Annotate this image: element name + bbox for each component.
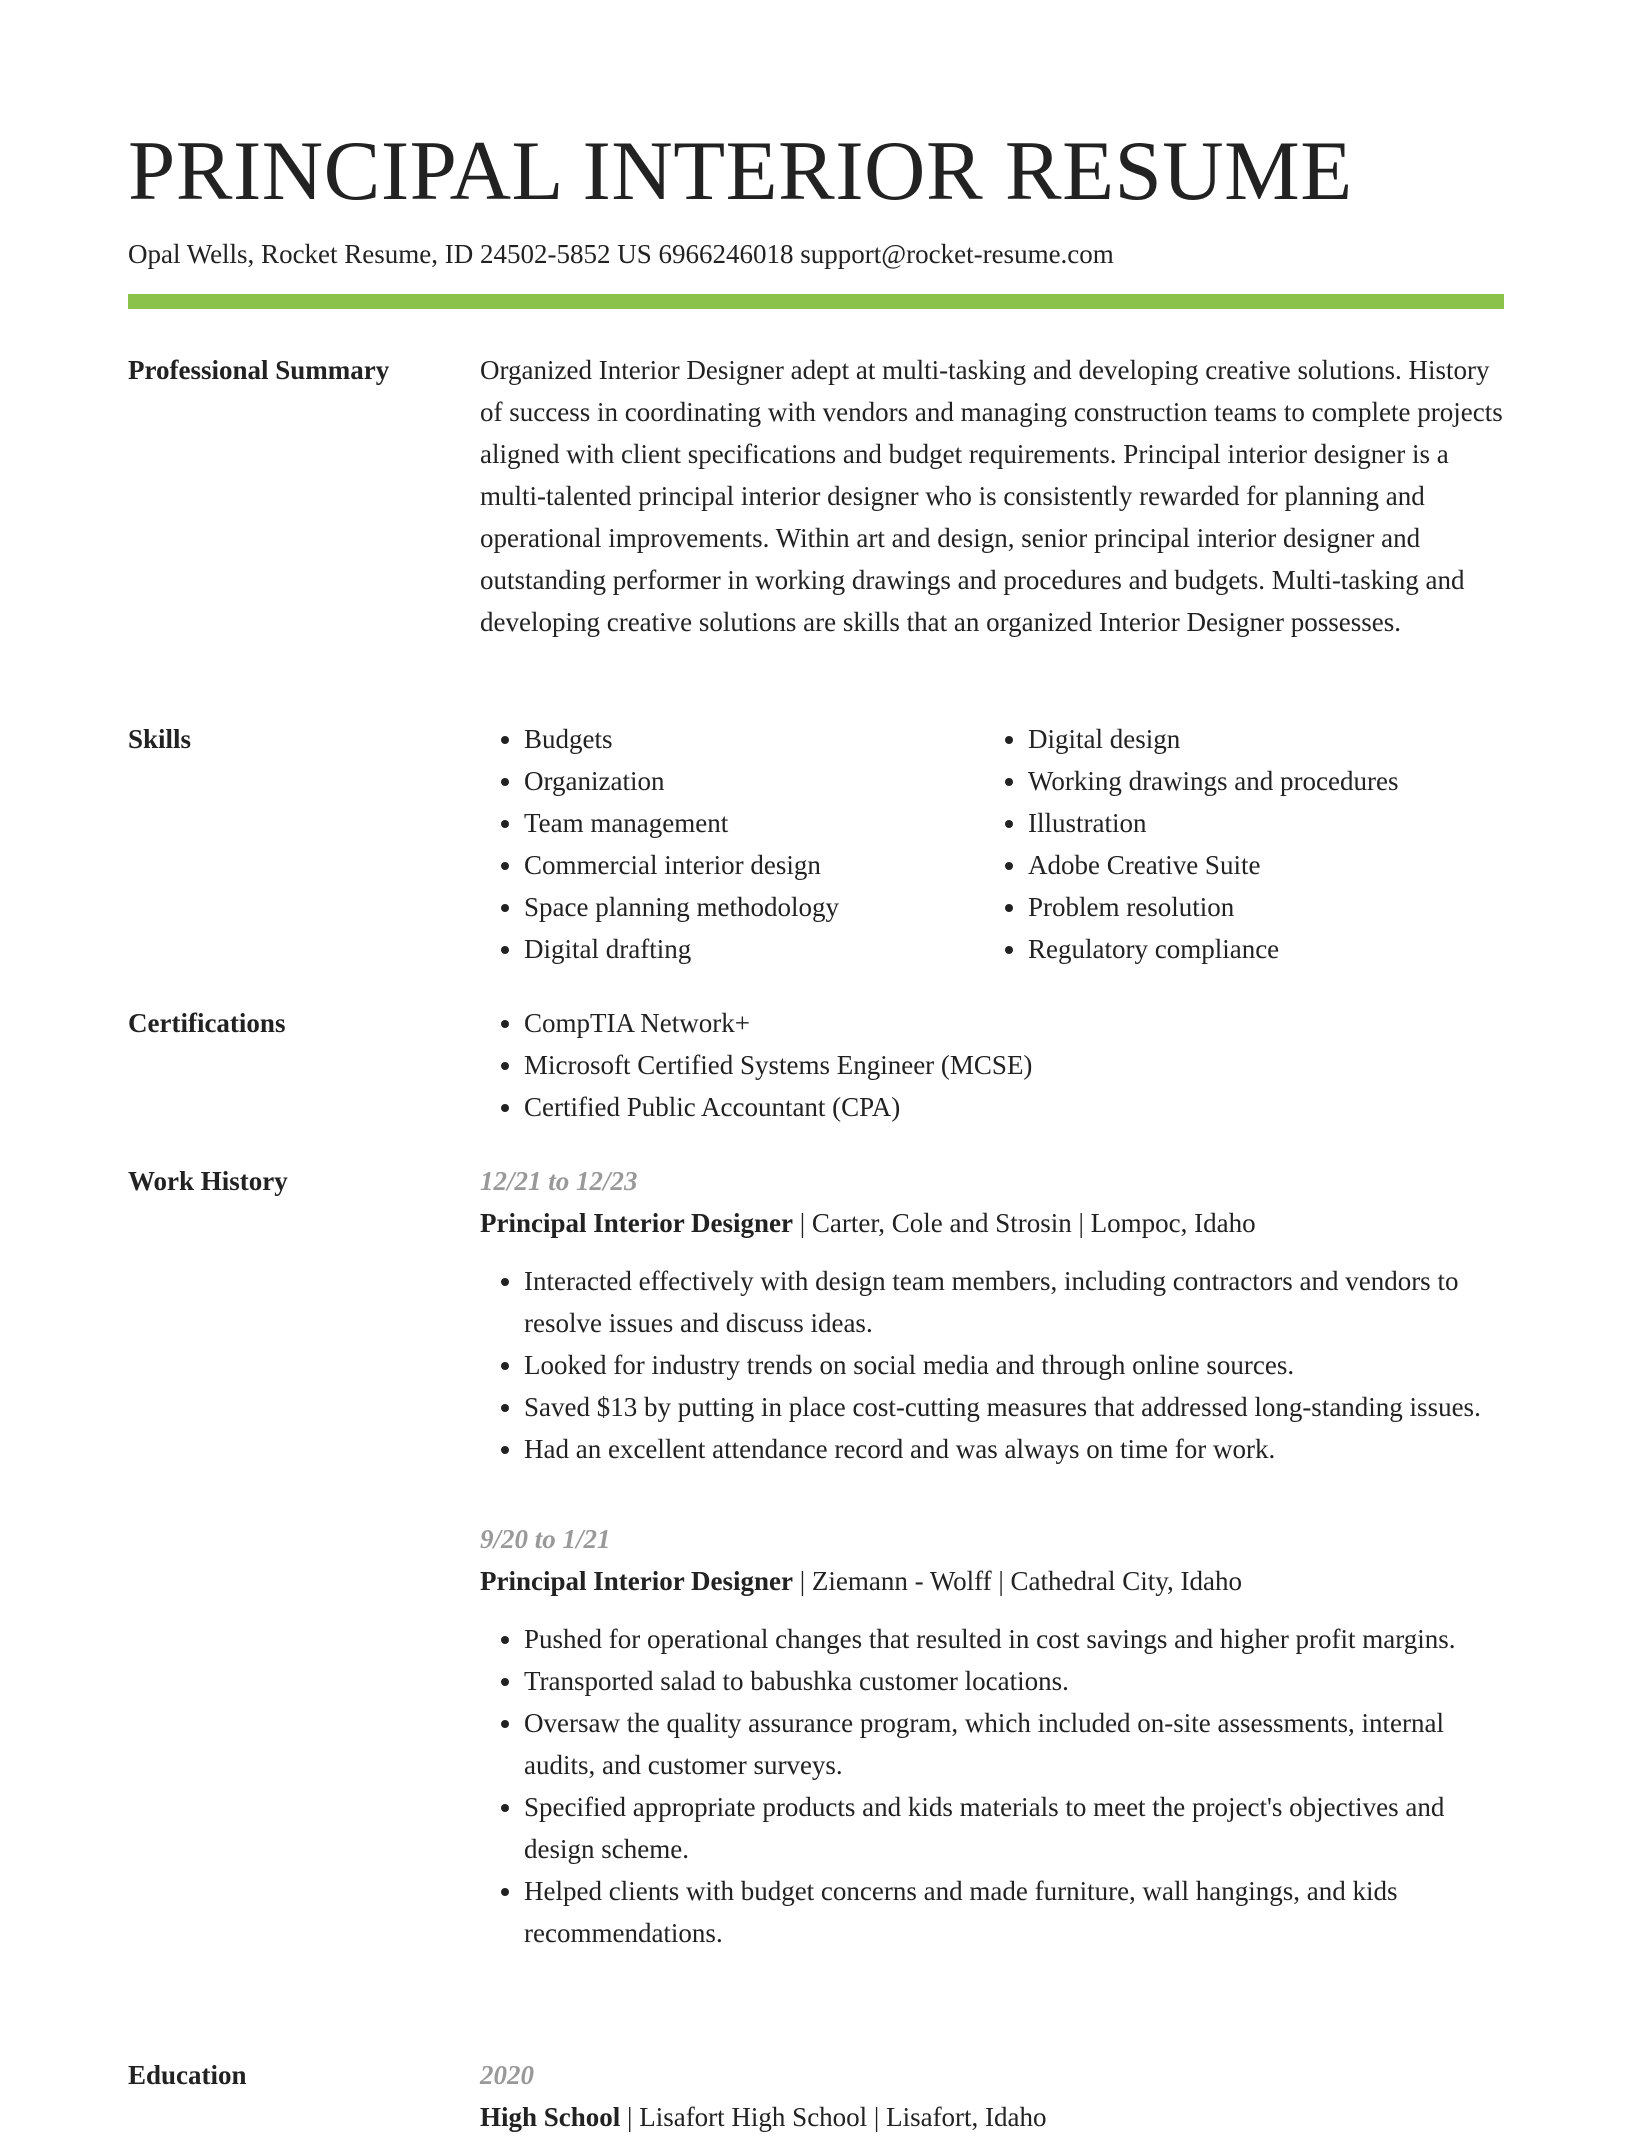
contact-line: Opal Wells, Rocket Resume, ID 24502-5852 US 6966246018 support@rocket-resume.com: [128, 239, 1114, 269]
job-bullets: [480, 1260, 1504, 1470]
skill-item: • Adobe Creative Suite: [1028, 844, 1488, 886]
resume-header: [128, 118, 1504, 309]
job-title: Principal Interior Designer: [480, 1208, 793, 1238]
skill-item: • Problem resolution: [1028, 886, 1488, 928]
summary-content: [480, 349, 1504, 643]
certifications-list: [480, 1002, 1504, 1128]
job-bullet: • Pushed for operational changes that resulted in cost savings and higher profit margins.: [524, 1618, 1504, 1660]
skill-item: • Space planning methodology: [524, 886, 984, 928]
section-label-education: Education: [128, 2060, 247, 2090]
job-entry: [480, 1518, 1504, 1954]
skill-item: • Team management: [524, 802, 984, 844]
education-heading: [480, 2096, 1504, 2138]
job-bullet: • Looked for industry trends on social media and through online sources.: [524, 1344, 1504, 1386]
job-bullet: • Specified appropriate products and kids materials to meet the project's objectives and design scheme.: [524, 1786, 1504, 1870]
job-employer-location: | Ziemann - Wolff | Cathedral City, Idaho: [792, 1566, 1242, 1596]
section-label-work-history: Work History: [128, 1166, 288, 1196]
skills-columns: [480, 718, 1504, 970]
resume-title: PRINCIPAL INTERIOR RESUME: [128, 124, 1353, 218]
skill-item: • Regulatory compliance: [1028, 928, 1488, 970]
education-date: 2020: [480, 2060, 534, 2090]
skill-item: • Budgets: [524, 718, 984, 760]
job-bullet: • Oversaw the quality assurance program, which included on-site assessments, internal audits, and customer surveys.: [524, 1702, 1504, 1786]
job-bullet: • Interacted effectively with design team members, including contractors and vendors to resolve issues and discuss ideas.: [524, 1260, 1504, 1344]
job-dates: 9/20 to 1/21: [480, 1524, 611, 1554]
skill-item: • Digital design: [1028, 718, 1488, 760]
skill-item: • Digital drafting: [524, 928, 984, 970]
job-heading: [480, 1560, 1504, 1602]
skills-list-left: [480, 718, 984, 970]
skill-item: • Organization: [524, 760, 984, 802]
section-label-skills: Skills: [128, 724, 192, 754]
job-bullet: • Had an excellent attendance record and was always on time for work.: [524, 1428, 1504, 1470]
certifications-content: [480, 1002, 1504, 1128]
skills-list-right: [984, 718, 1488, 970]
job-entry: [480, 1160, 1504, 1470]
job-title: Principal Interior Designer: [480, 1566, 793, 1596]
job-employer-location: | Carter, Cole and Strosin | Lompoc, Idaho: [792, 1208, 1256, 1238]
job-bullet: • Transported salad to babushka customer locations.: [524, 1660, 1504, 1702]
summary-text: Organized Interior Designer adept at multi-tasking and developing creative solutions. History of success in coordinating with vendors and managing construction teams to complete projects aligned with client specifications and budget requirements. Principal interior designer is a multi-talented principal interior designer who is consistently rewarded for planning and operational improvements. Within art and design, senior principal interior designer and outstanding performer in working drawings and procedures and budgets. Multi-tasking and developing creative solutions are skills that an organized Interior Designer possesses.: [480, 355, 1503, 637]
skill-item: • Working drawings and procedures: [1028, 760, 1488, 802]
skill-item: • Commercial interior design: [524, 844, 984, 886]
education-degree: High School: [480, 2102, 621, 2132]
education-content: [480, 2054, 1504, 2138]
work-history-content: [480, 1160, 1504, 1954]
accent-divider: [128, 294, 1504, 309]
job-heading: [480, 1202, 1504, 1244]
certification-item: • Microsoft Certified Systems Engineer (MCSE): [524, 1044, 1504, 1086]
job-dates: 12/21 to 12/23: [480, 1166, 638, 1196]
section-label-certifications: Certifications: [128, 1008, 286, 1038]
job-bullets: [480, 1618, 1504, 1954]
certification-item: • CompTIA Network+: [524, 1002, 1504, 1044]
job-bullet: • Saved $13 by putting in place cost-cutting measures that addressed long-standing issues.: [524, 1386, 1504, 1428]
job-bullet: • Helped clients with budget concerns and made furniture, wall hangings, and kids recommendations.: [524, 1870, 1504, 1954]
certification-item: • Certified Public Accountant (CPA): [524, 1086, 1504, 1128]
skill-item: • Illustration: [1028, 802, 1488, 844]
education-school: | Lisafort High School | Lisafort, Idaho: [620, 2102, 1047, 2132]
section-label-summary: Professional Summary: [128, 355, 390, 385]
